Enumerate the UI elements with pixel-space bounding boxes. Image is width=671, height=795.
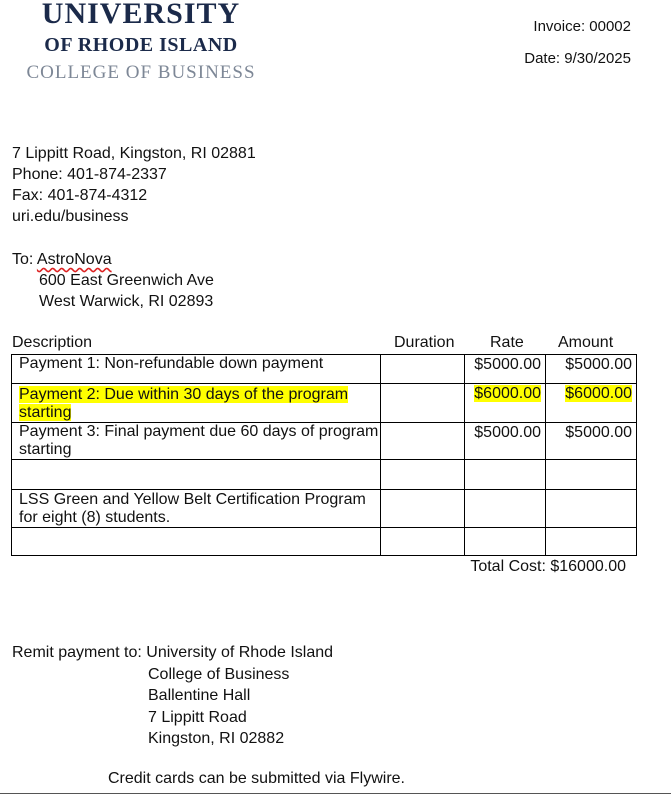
cell-description bbox=[12, 384, 381, 423]
sender-block bbox=[12, 143, 256, 227]
sender-phone: Phone: 401-874-2337 bbox=[12, 166, 167, 183]
cell-duration bbox=[381, 423, 465, 460]
recipient-block bbox=[12, 249, 214, 312]
footer-divider bbox=[0, 793, 671, 794]
table-row bbox=[12, 384, 637, 423]
cell-description: Payment 3: Final payment due 60 days of program starting bbox=[12, 423, 381, 460]
cell-duration bbox=[381, 528, 465, 556]
cell-amount bbox=[546, 528, 637, 556]
highlighted-text: Payment 2: Due within 30 days of the program starting bbox=[19, 386, 349, 421]
sender-fax: Fax: 401-874-4312 bbox=[12, 187, 148, 204]
logo-line-rhode-island: OF RHODE ISLAND bbox=[44, 34, 238, 56]
cell-description bbox=[12, 460, 381, 490]
cell-duration bbox=[381, 384, 465, 423]
recipient-label: To: bbox=[12, 251, 37, 268]
cell-amount bbox=[546, 490, 637, 528]
cell-duration bbox=[381, 355, 465, 384]
header-amount: Amount bbox=[558, 334, 614, 351]
table-row bbox=[12, 460, 637, 490]
university-logo bbox=[16, 0, 266, 84]
recipient-line-1: 600 East Greenwich Ave bbox=[39, 272, 214, 289]
cell-description bbox=[12, 528, 381, 556]
cell-rate bbox=[465, 460, 546, 490]
remit-block bbox=[12, 642, 333, 750]
table-row bbox=[12, 423, 637, 460]
table-row bbox=[12, 528, 637, 556]
cell-amount bbox=[546, 460, 637, 490]
sender-address: 7 Lippitt Road, Kingston, RI 02881 bbox=[12, 145, 256, 162]
remit-line-5: Kingston, RI 02882 bbox=[148, 730, 285, 747]
recipient-name: AstroNova bbox=[36, 251, 112, 268]
header-description: Description bbox=[12, 334, 93, 351]
remit-line-3: Ballentine Hall bbox=[148, 687, 251, 704]
cell-amount: $5000.00 bbox=[546, 423, 637, 460]
cell-duration bbox=[381, 460, 465, 490]
total-cost: Total Cost: $16000.00 bbox=[470, 558, 626, 575]
invoice-number: Invoice: 00002 bbox=[533, 18, 631, 35]
recipient-line-2: West Warwick, RI 02893 bbox=[39, 293, 214, 310]
cell-rate bbox=[465, 490, 546, 528]
sender-website: uri.edu/business bbox=[12, 208, 129, 225]
cell-amount: $5000.00 bbox=[546, 355, 637, 384]
table-row bbox=[12, 490, 637, 528]
invoice-date: Date: 9/30/2025 bbox=[524, 50, 631, 67]
remit-line-1: University of Rhode Island bbox=[146, 644, 334, 661]
table-row bbox=[12, 355, 637, 384]
cell-rate: $5000.00 bbox=[465, 355, 546, 384]
highlighted-text: $6000.00 bbox=[565, 385, 632, 402]
cell-rate bbox=[465, 528, 546, 556]
logo-line-university: UNIVERSITY bbox=[41, 0, 241, 30]
remit-line-2: College of Business bbox=[148, 665, 290, 683]
cell-rate bbox=[465, 384, 546, 423]
remit-line-4: 7 Lippitt Road bbox=[148, 708, 247, 726]
cell-amount bbox=[546, 384, 637, 423]
line-items-table bbox=[11, 354, 637, 556]
cell-description: LSS Green and Yellow Belt Certification Program for eight (8) students. bbox=[12, 490, 381, 528]
highlighted-text: $6000.00 bbox=[474, 385, 541, 402]
payment-note: Credit cards can be submitted via Flywire. bbox=[108, 770, 405, 787]
header-rate: Rate bbox=[490, 334, 524, 351]
cell-rate: $5000.00 bbox=[465, 423, 546, 460]
remit-label: Remit payment to: bbox=[12, 644, 147, 661]
cell-description: Payment 1: Non-refundable down payment bbox=[12, 355, 381, 384]
logo-line-college: COLLEGE OF BUSINESS bbox=[26, 62, 256, 83]
header-duration: Duration bbox=[394, 334, 455, 351]
cell-duration bbox=[381, 490, 465, 528]
